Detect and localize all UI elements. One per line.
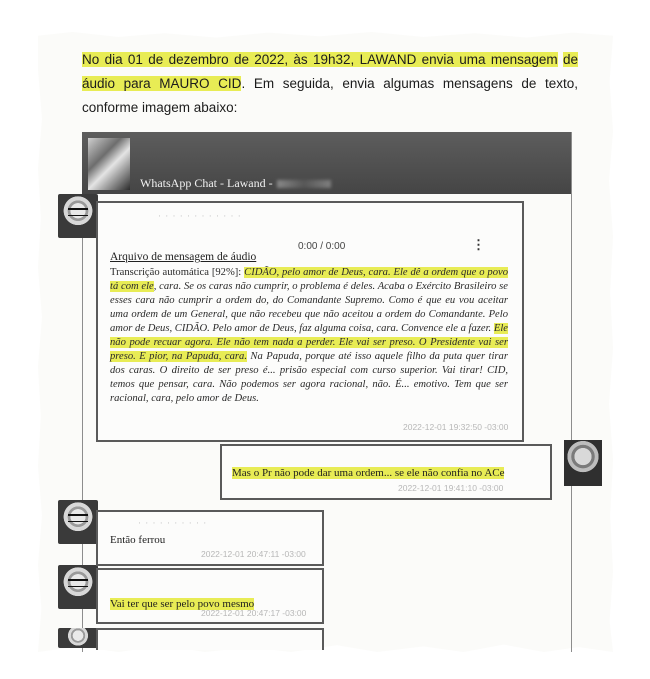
glasses-shape [68,208,88,216]
audio-transcript [110,266,508,406]
message-audio [96,201,524,442]
intro-paragraph [82,48,578,120]
intro-rest: . Em seguida, envia algumas mensagens de texto, conforme imagem abaixo: [82,76,578,115]
message-timestamp: 2022-12-01 19:32:50 -03:00 [403,422,509,432]
avatar-cid [564,440,602,486]
glasses-shape [68,514,88,522]
message-serial: · · · · · · · · · · · · [158,211,242,221]
message-timestamp: 2022-12-01 20:47:11 -03:00 [201,549,306,559]
audio-player-time[interactable]: 0:00 / 0:00 [298,241,346,252]
transcript-label: Transcrição automática [92%]: [110,267,242,278]
contact-photo [88,138,130,190]
chat-header-title [140,176,331,191]
message-highlight: Vai ter que ser pelo povo mesmo [110,598,255,610]
message-text: Então ferrou [110,534,166,546]
message-incoming [96,568,324,624]
message-timestamp: 2022-12-01 19:41:10 -03:00 [398,483,504,493]
message-timestamp: 2022-12-01 20:47:17 -03:00 [201,608,307,618]
message-outgoing [220,444,552,500]
glasses-shape [68,579,88,587]
transcript-highlight: CIDÃO, pelo amor de Deus, cara. Ele dê a ordem que o povo tá com ele [110,267,508,292]
more-options-icon[interactable]: ⋮ [472,237,485,252]
avatar-lawand [58,500,98,544]
message-highlight: Mas o Pr não pode dar uma ordem... se ele não confia no ACe [232,467,505,479]
message-incoming [96,510,324,566]
message-serial: · · · · · · · · · · [138,518,208,528]
avatar-lawand [58,194,98,238]
audio-file-title: Arquivo de mensagem de áudio [110,251,257,263]
message-text [232,467,504,479]
transcript-highlight: Ele não pode recuar agora. Ele não tem nada a perder. Ele vai ser preso. O Presidente vai ser preso. E pior, na Papuda, cara. [110,323,508,362]
transcript-part: , cara. Se os caras não cumprir, o problema é deles. Acaba o Exército Brasileiro se esses cara não cumprir a ordem do, do Comandante Supremo. Como é que eu vou aceitar uma ordem de um General, que não recebeu que não aceitou a ordem do Comandante. Pelo amor de Deus, CIDÃO. Pelo amor de Deus, faz alguma coisa, cara. Convence ele a fazer. [110,281,508,334]
avatar-lawand [58,565,98,609]
avatar-lawand [58,628,98,648]
redacted-number [277,180,331,188]
chat-title-text: WhatsApp Chat - Lawand - [140,176,273,190]
transcript-part: Na Papuda, porque até isso aquele filho da puta quer tirar dos caras. O direito de ser preso é... prisão especial com curso superior. Vai tirar! CID, temos que pensar, cara. Não podemos ser agora racional, não. É... emotivo. Tem que ser racional, cara, pelo amor de Deus. [110,351,508,404]
intro-highlight-1: No dia 01 de dezembro de 2022, às 19h32, LAWAND envia uma mensagem [82,52,558,67]
message-partial [96,628,324,650]
chat-header [82,132,571,194]
intro-highlight-2: de áudio para MAURO CID [82,52,578,91]
